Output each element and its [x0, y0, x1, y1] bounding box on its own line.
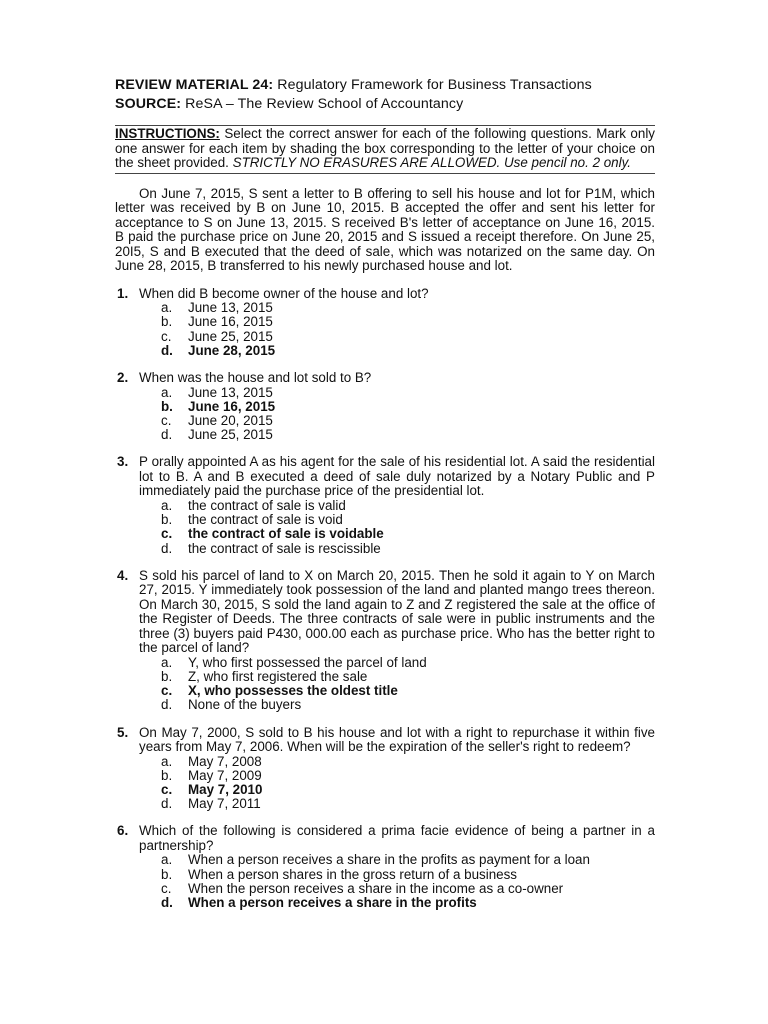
question-stem: When was the house and lot sold to B? [139, 370, 372, 386]
choice-text: When the person receives a share in the income as a co-owner [188, 880, 564, 896]
answer-choice [161, 428, 655, 442]
answer-choice [161, 499, 655, 513]
source-line [115, 95, 655, 114]
choice-text: June 16, 2015 [188, 398, 276, 414]
question-number: 4. [117, 567, 129, 583]
answer-choice [161, 684, 655, 698]
choice-letter: b. [161, 866, 173, 882]
answer-choice [161, 542, 655, 556]
question-body [139, 371, 655, 442]
question-number: 3. [117, 454, 129, 470]
question-stem: On May 7, 2000, S sold to B his house and lot with a right to repurchase it within five years from May 7, 2006. When will be the expiration of the seller's right to redeem? [139, 724, 655, 755]
choice-text: When a person receives a share in the profits as payment for a loan [188, 852, 590, 868]
choice-text: June 16, 2015 [188, 314, 273, 330]
choice-text: June 28, 2015 [188, 342, 276, 358]
answer-choice [161, 698, 655, 712]
question-list [115, 287, 655, 910]
answer-choice [161, 513, 655, 527]
review-title-line [115, 76, 655, 95]
review-title-label: REVIEW MATERIAL 24: [115, 77, 274, 93]
choice-list [139, 499, 655, 556]
choice-letter: d. [161, 342, 173, 358]
answer-choice [161, 769, 655, 783]
choice-text: May 7, 2011 [188, 796, 261, 812]
question-body [139, 726, 655, 812]
question-1 [115, 287, 655, 358]
choice-text: June 20, 2015 [188, 413, 273, 428]
answer-choice [161, 344, 655, 358]
question-body [139, 569, 655, 713]
case-intro-paragraph: On June 7, 2015, S sent a letter to B offering to sell his house and lot for P1M, which letter was received by B on June 10, 2015. B accepted the offer and sent his letter for acceptance to S on June 13, 2015. S received B's letter of acceptance on June 16, 2015. B paid the purchase price on June 20, 2015 and S issued a receipt therefore. On June 25, 20I5, S and B executed that the deed of sale, which was notarized on the same day. On June 28, 2015, B transferred to his newly purchased house and lot. [115, 185, 655, 274]
choice-letter: a. [161, 497, 173, 513]
question-4 [115, 569, 655, 713]
instructions-emphasis: STRICTLY NO ERASURES ARE ALLOWED. Use pencil no. 2 only. [232, 155, 632, 171]
answer-choice [161, 414, 655, 428]
choice-letter: c. [161, 683, 173, 699]
choice-text: June 25, 2015 [188, 328, 273, 344]
question-3 [115, 455, 655, 555]
document-header [115, 76, 655, 114]
choice-letter: b. [161, 314, 173, 330]
choice-list [139, 386, 655, 443]
question-body [139, 287, 655, 358]
answer-choice [161, 783, 655, 797]
choice-letter: a. [161, 384, 173, 400]
answer-choice [161, 330, 655, 344]
choice-text: May 7, 2010 [188, 781, 263, 797]
choice-letter: b. [161, 398, 173, 414]
review-title-text: Regulatory Framework for Business Transactions [277, 77, 592, 93]
choice-letter: c. [161, 413, 172, 428]
choice-text: When a person shares in the gross return of a business [188, 866, 517, 882]
answer-choice [161, 797, 655, 811]
question-stem: P orally appointed A as his agent for the sale of his residential lot. A said the residential lot to B. A and B executed a deed of sale duly notarized by a Notary Public and P immediately paid the purchase price of the presidential lot. [139, 454, 655, 499]
answer-choice [161, 670, 655, 684]
question-stem: S sold his parcel of land to X on March 20, 2015. Then he sold it again to Y on March 27, 2015. Y immediately took possession of the land and planted mango trees thereon. On March 30, 2015, S sold the land again to Z and Z registered the sale at the office of the Register of Deeds. The three contracts of sale were in public instruments and the three (3) buyers paid P430, 000.00 each as purchase price. Who has the better right to the parcel of land? [139, 567, 655, 656]
instructions-label: INSTRUCTIONS: [115, 126, 220, 141]
choice-text: June 25, 2015 [188, 427, 273, 443]
choice-text: Z, who first registered the sale [188, 668, 368, 684]
choice-letter: b. [161, 512, 173, 528]
answer-choice [161, 882, 655, 896]
question-stem: When did B become owner of the house and lot? [139, 285, 429, 301]
answer-choice [161, 853, 655, 867]
choice-text: X, who possesses the oldest title [188, 683, 398, 699]
choice-list [139, 853, 655, 910]
choice-letter: b. [161, 668, 173, 684]
choice-text: When a person receives a share in the profits [188, 894, 477, 910]
question-body [139, 824, 655, 910]
choice-letter: a. [161, 852, 173, 868]
answer-choice [161, 400, 655, 414]
question-number: 5. [117, 724, 129, 740]
question-6 [115, 824, 655, 910]
answer-choice [161, 868, 655, 882]
choice-letter: d. [161, 796, 173, 812]
choice-letter: c. [161, 781, 173, 797]
answer-choice [161, 896, 655, 910]
choice-text: the contract of sale is voidable [188, 526, 384, 542]
choice-list [139, 755, 655, 812]
choice-list [139, 656, 655, 713]
source-label: SOURCE: [115, 96, 182, 112]
choice-letter: a. [161, 753, 173, 769]
answer-choice [161, 656, 655, 670]
choice-text: June 13, 2015 [188, 384, 273, 400]
answer-choice [161, 315, 655, 329]
choice-list [139, 301, 655, 358]
choice-letter: d. [161, 697, 173, 713]
question-2 [115, 371, 655, 442]
answer-choice [161, 755, 655, 769]
choice-letter: d. [161, 427, 173, 443]
choice-text: None of the buyers [188, 697, 302, 713]
answer-choice [161, 301, 655, 315]
source-text: ReSA – The Review School of Accountancy [185, 96, 464, 112]
choice-text: May 7, 2008 [188, 753, 262, 769]
answer-choice [161, 386, 655, 400]
question-number: 1. [117, 285, 129, 301]
choice-letter: b. [161, 767, 173, 783]
choice-text: Y, who first possessed the parcel of land [188, 654, 427, 670]
choice-letter: d. [161, 894, 173, 910]
choice-letter: c. [161, 526, 173, 542]
question-number: 6. [117, 823, 129, 839]
question-number: 2. [117, 370, 129, 386]
question-stem: Which of the following is considered a prima facie evidence of being a partner in a partnership? [139, 823, 655, 853]
choice-letter: c. [161, 880, 172, 896]
choice-letter: a. [161, 654, 173, 670]
choice-text: the contract of sale is void [188, 512, 343, 528]
question-5 [115, 726, 655, 812]
choice-letter: c. [161, 328, 172, 344]
choice-letter: d. [161, 540, 173, 556]
choice-text: June 13, 2015 [188, 300, 273, 316]
choice-letter: a. [161, 300, 173, 316]
question-body [139, 455, 655, 555]
answer-choice [161, 527, 655, 541]
choice-text: the contract of sale is valid [188, 497, 346, 513]
choice-text: the contract of sale is rescissible [188, 540, 381, 556]
instructions-text: Select the correct answer for each of the following questions. Mark only one answer for each item by shading the box corresponding to the letter of your choice on the sheet provided. [115, 126, 655, 171]
instructions-box [115, 125, 655, 174]
choice-text: May 7, 2009 [188, 767, 262, 783]
